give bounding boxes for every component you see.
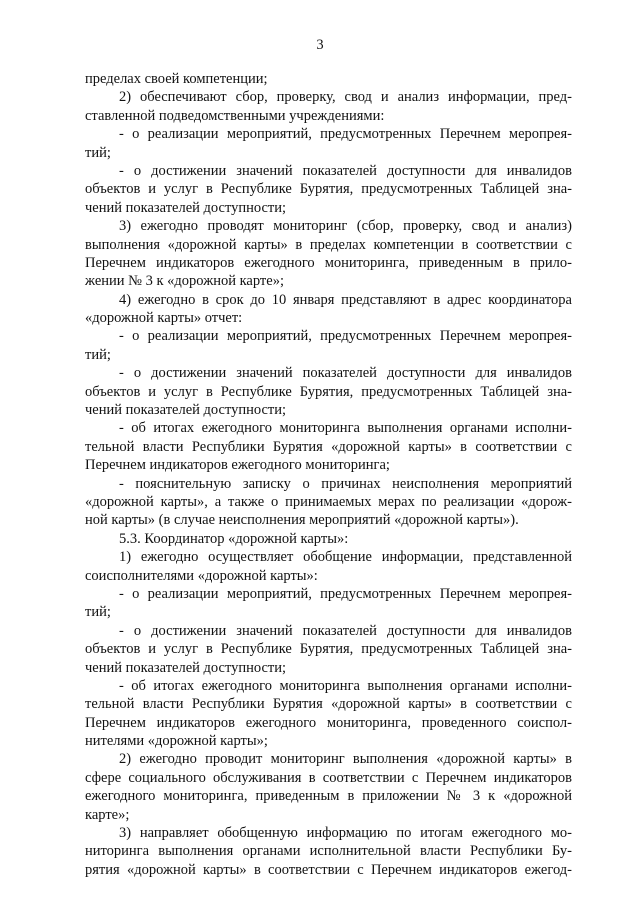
text-line: тельной власти Республики Бурятия «дорожной карты» в соответствии с	[85, 696, 572, 713]
text-line: 2) обеспечивают сбор, проверку, свод и анализ информации, пред-	[119, 89, 572, 106]
text-line: чений показателей доступности;	[85, 659, 287, 676]
text-line: - о достижении значений показателей доступности для инвалидов	[119, 162, 572, 179]
text-line: «дорожной карты» отчет:	[85, 310, 243, 327]
text-line: пределах своей компетенции;	[85, 71, 268, 87]
text-line: - о достижении значений показателей доступности для инвалидов	[119, 622, 572, 639]
text-line: 5.3. Координатор «дорожной карты»:	[119, 530, 349, 547]
text-line: 3) направляет обобщенную информацию по итогам ежегодного мо-	[119, 825, 572, 842]
text-line: объектов и услуг в Республике Бурятия, предусмотренных Таблицей зна-	[85, 641, 572, 658]
text-line: ежегодного мониторинга, приведенным в приложении № 3 к «дорожной	[85, 788, 572, 805]
text-line: объектов и услуг в Республике Бурятия, предусмотренных Таблицей зна-	[85, 383, 572, 400]
text-line: ной карты» (в случае неисполнения мероприятий «дорожной карты»).	[85, 512, 519, 529]
text-line: - о реализации мероприятий, предусмотренных Перечнем меропрея-	[119, 328, 572, 345]
text-line: карте»;	[85, 806, 130, 823]
text-line: сфере социального обслуживания в соответствии с Перечнем индикаторов	[85, 769, 572, 786]
text-line: жении № 3 к «дорожной карте»;	[85, 273, 284, 290]
text-line: соисполнителями «дорожной карты»:	[85, 567, 318, 584]
text-line: тельной власти Республики Бурятия «дорожной карты» в соответствии с	[85, 438, 572, 455]
text-line: тий;	[85, 346, 111, 363]
text-line: 1) ежегодно осуществляет обобщение информации, представленной	[119, 549, 572, 566]
text-line: ставленной подведомственными учреждениями:	[85, 107, 385, 124]
page-number: 3	[316, 37, 324, 53]
text-line: 4) ежегодно в срок до 10 января представляют в адрес координатора	[119, 291, 572, 308]
text-line: Перечнем индикаторов ежегодного мониторинга;	[85, 457, 390, 474]
text-line: - об итогах ежегодного мониторинга выполнения органами исполни-	[119, 420, 572, 437]
text-line: 2) ежегодно проводит мониторинг выполнения «дорожной карты» в	[119, 751, 572, 768]
text-line: нителями «дорожной карты»;	[85, 733, 268, 750]
text-line: - о реализации мероприятий, предусмотренных Перечнем меропрея-	[119, 585, 572, 602]
text-line: чений показателей доступности;	[85, 199, 287, 216]
text-line: объектов и услуг в Республике Бурятия, предусмотренных Таблицей зна-	[85, 181, 572, 198]
text-line: Перечнем индикаторов ежегодного мониторинга, приведенным в прило-	[85, 254, 572, 271]
text-line: тий;	[85, 144, 111, 161]
text-line: чений показателей доступности;	[85, 402, 287, 419]
text-line: - о реализации мероприятий, предусмотренных Перечнем меропрея-	[119, 126, 572, 143]
text-line: «дорожной карты», а также о принимаемых мерах по реализации «дорож-	[85, 493, 572, 510]
text-line: Перечнем индикаторов ежегодного мониторинга, проведенного соиспол-	[85, 714, 572, 731]
document-body	[85, 70, 572, 879]
text-line: 3) ежегодно проводят мониторинг (сбор, проверку, свод и анализ)	[119, 218, 572, 235]
text-line: выполнения «дорожной карты» в пределах компетенции в соответствии с	[85, 236, 572, 253]
text-line: - о достижении значений показателей доступности для инвалидов	[119, 365, 572, 382]
text-line: - пояснительную записку о причинах неисполнения мероприятий	[119, 475, 572, 492]
text-line: рятия «дорожной карты» в соответствии с Перечнем индикаторов ежегод-	[85, 861, 572, 878]
text-line: ниторинга выполнения органами исполнительной власти Республики Бу-	[85, 843, 572, 860]
text-line: тий;	[85, 604, 111, 621]
text-line: - об итогах ежегодного мониторинга выполнения органами исполни-	[119, 677, 572, 694]
